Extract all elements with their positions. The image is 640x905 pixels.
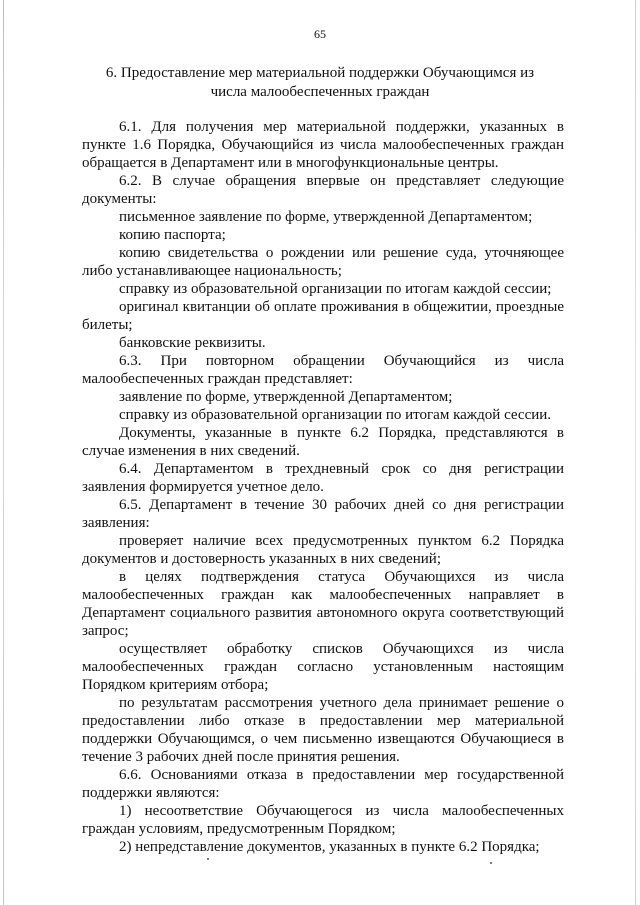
paragraph: Документы, указанные в пункте 6.2 Порядка, представляются в случае изменения в них сведений.: [82, 425, 564, 459]
list-item: справку из образовательной организации по итогам каждой сессии.: [119, 407, 552, 423]
paragraph-6-6: 6.6. Основаниями отказа в предоставлении мер государственной поддержки являются:: [82, 767, 564, 801]
paragraph-6-4: 6.4. Департаментом в трехдневный срок со дня регистрации заявления формируется учетное дело.: [82, 461, 564, 495]
list-item: оригинал квитанции об оплате проживания в общежитии, проездные билеты;: [82, 299, 564, 333]
scan-speck: [207, 858, 209, 860]
list-item: письменное заявление по форме, утвержденной Департаментом;: [119, 209, 533, 225]
paragraph-6-3: 6.3. При повторном обращении Обучающийся из числа малообеспеченных граждан представляет:: [82, 353, 564, 387]
list-item: осуществляет обработку списков Обучающихся из числа малообеспеченных граждан согласно установленным настоящим Порядком критериям отбора;: [82, 641, 564, 693]
paragraph-6-5: 6.5. Департамент в течение 30 рабочих дней со дня регистрации заявления:: [82, 497, 564, 531]
scan-speck: [490, 862, 492, 864]
document-body: [82, 118, 564, 856]
section-heading: 6. Предоставление мер материальной поддержки Обучающимся из числа малообеспеченных граждан: [105, 65, 535, 100]
page-number: 65: [314, 27, 326, 41]
list-item: 2) непредставление документов, указанных в пункте 6.2 Порядка;: [119, 839, 540, 855]
list-item: 1) несоответствие Обучающегося из числа малообеспеченных граждан условиям, предусмотренным Порядком;: [82, 803, 564, 837]
list-item: банковские реквизиты.: [119, 335, 266, 351]
paragraph-6-2: 6.2. В случае обращения впервые он представляет следующие документы:: [82, 173, 564, 207]
list-item: справку из образовательной организации по итогам каждой сессии;: [119, 281, 552, 297]
list-item: копию свидетельства о рождении или решение суда, уточняющее либо устанавливающее национальность;: [82, 245, 564, 279]
list-item: заявление по форме, утвержденной Департаментом;: [119, 389, 453, 405]
list-item: проверяет наличие всех предусмотренных пунктом 6.2 Порядка документов и достоверность указанных в них сведений;: [82, 533, 564, 567]
scan-edge-left: [3, 0, 4, 905]
list-item: в целях подтверждения статуса Обучающихся из числа малообеспеченных граждан как малообеспеченных направляет в Департамент социального развития автономного округа соответствующий запрос;: [82, 569, 564, 639]
list-item: по результатам рассмотрения учетного дела принимает решение о предоставлении либо отказе в предоставлении мер материальной поддержки Обучающимся, о чем письменно извещаются Обучающиеся в течение 3 рабочих дней после принятия решения.: [82, 695, 564, 765]
scan-edge-right: [635, 0, 636, 905]
paragraph-6-1: 6.1. Для получения мер материальной поддержки, указанных в пункте 1.6 Порядка, Обучающийся из числа малообеспеченных граждан обращается в Департамент или в многофункциональные центры.: [82, 119, 564, 171]
list-item: копию паспорта;: [119, 227, 226, 243]
